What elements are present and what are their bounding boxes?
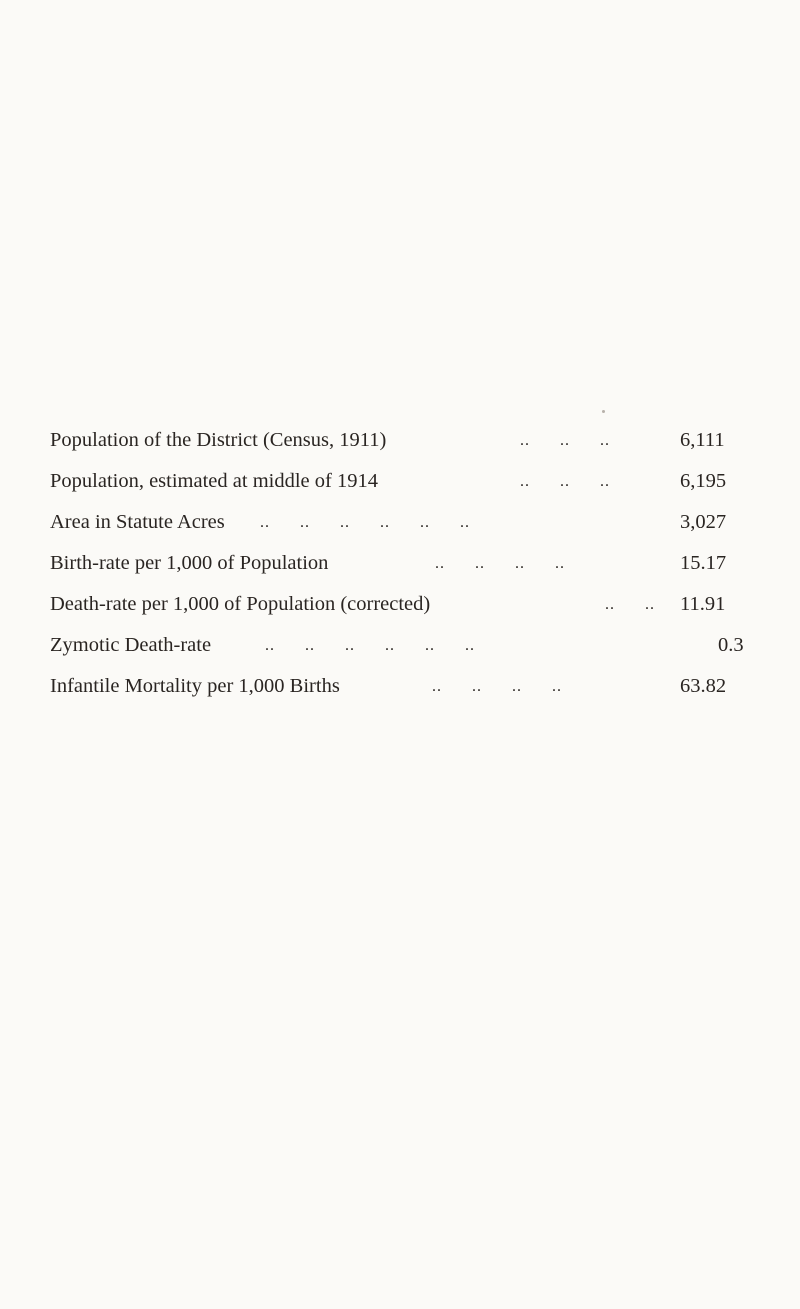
dot-leader: .. .. .. .. .. .. — [265, 637, 475, 654]
stat-label: Death-rate per 1,000 of Population (corrected) — [50, 593, 431, 615]
stat-value: 0.3 — [718, 634, 744, 656]
stat-label: Area in Statute Acres — [50, 511, 225, 533]
dot-leader: .. .. .. .. — [435, 555, 565, 572]
dot-leader: .. .. .. — [520, 432, 610, 449]
dot-leader: .. .. .. — [520, 473, 610, 490]
stat-value: 3,027 — [680, 511, 727, 533]
print-speck — [602, 410, 605, 413]
stat-row-area-acres — [50, 502, 770, 543]
stat-row-population-census — [50, 420, 770, 461]
stat-row-infantile-mortality — [50, 666, 770, 707]
stat-value: 63.82 — [680, 675, 727, 697]
stat-label: Infantile Mortality per 1,000 Births — [50, 675, 340, 697]
stat-value: 15.17 — [680, 552, 727, 574]
dot-leader: .. .. — [605, 596, 655, 613]
stat-row-death-rate — [50, 584, 770, 625]
dot-leader: .. .. .. .. .. .. — [260, 514, 470, 531]
stat-label: Zymotic Death-rate — [50, 634, 212, 656]
vital-statistics-table — [50, 420, 770, 707]
stat-row-birth-rate — [50, 543, 770, 584]
stat-label: Population, estimated at middle of 1914 — [50, 470, 378, 492]
dot-leader: .. .. .. .. — [432, 678, 562, 695]
stat-label: Birth-rate per 1,000 of Population — [50, 552, 329, 574]
stat-value: 6,195 — [680, 470, 727, 492]
stat-row-zymotic-death-rate — [50, 625, 770, 666]
stat-label: Population of the District (Census, 1911) — [50, 429, 387, 451]
stat-value: 11.91 — [680, 593, 726, 615]
stat-value: 6,111 — [680, 429, 725, 451]
stat-row-population-estimated — [50, 461, 770, 502]
